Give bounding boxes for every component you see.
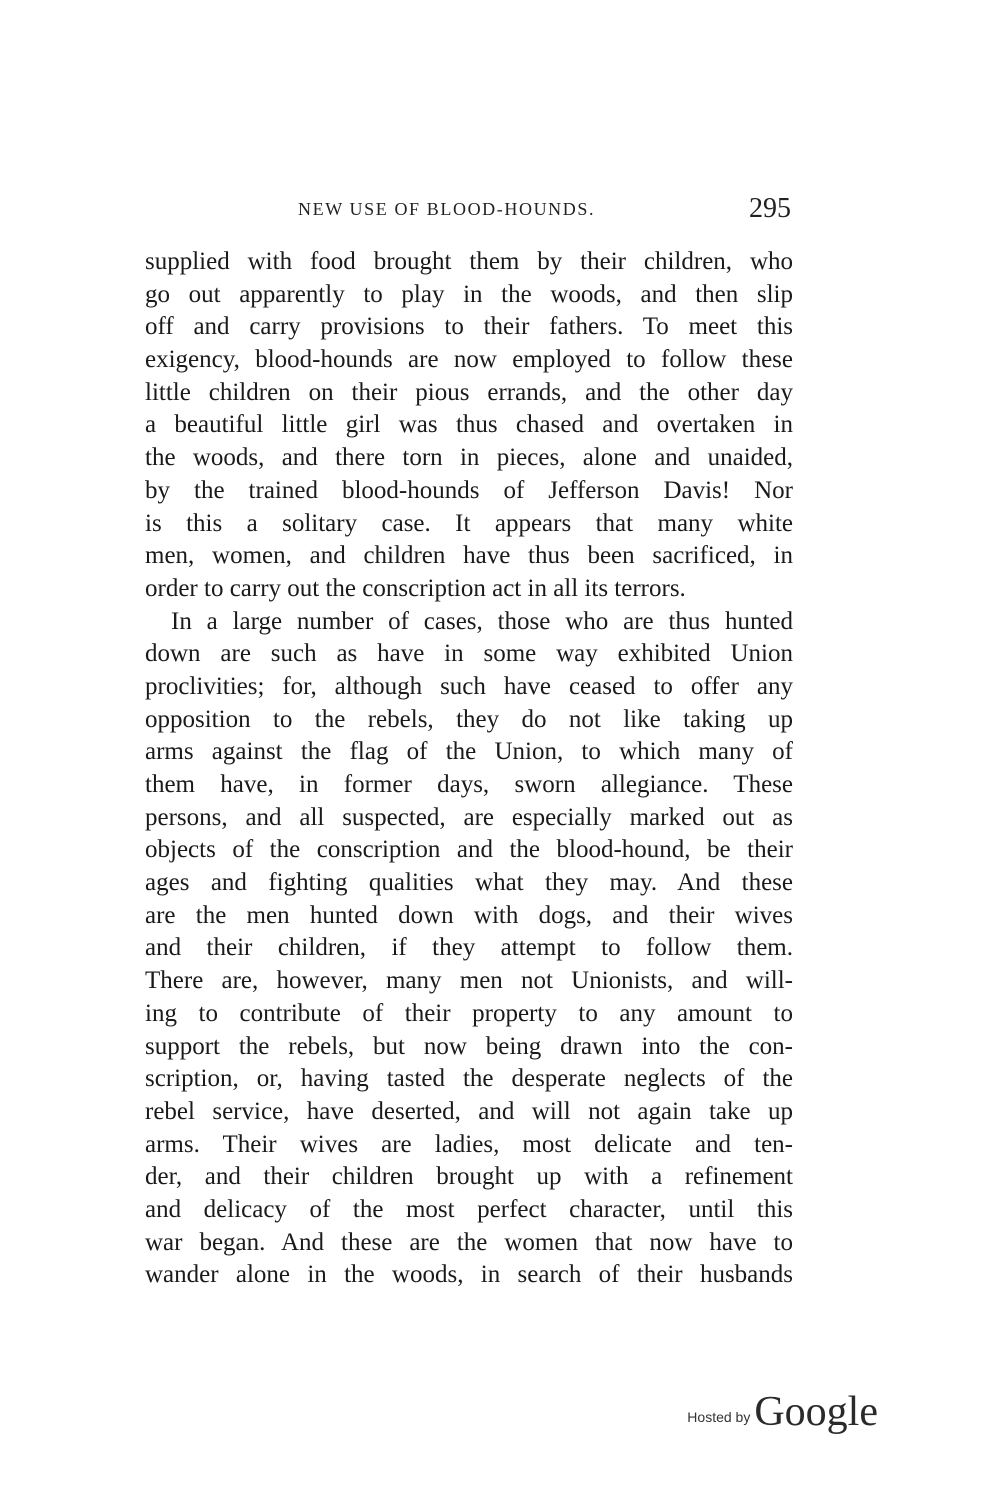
text-line: supplied with food brought them by their children, who: [145, 248, 793, 275]
text-line: them have, in former days, sworn allegiance. These: [145, 771, 793, 798]
hosted-by-label: Hosted by: [687, 1409, 751, 1425]
text-line: and their children, if they attempt to follow them.: [145, 934, 793, 962]
text-line: is this a solitary case. It appears that many white: [145, 509, 793, 537]
text-line: are the men hunted down with dogs, and their wives: [145, 901, 793, 929]
text-line: a beautiful little girl was thus chased and overtaken in: [145, 411, 793, 439]
text-line: ages and fighting qualities what they may. And these: [145, 869, 793, 897]
text-line: proclivities; for, although such have ceased to offer any: [145, 672, 793, 700]
text-line: arms against the flag of the Union, to which many of: [145, 738, 793, 766]
text-line: the woods, and there torn in pieces, alone and unaided,: [145, 444, 793, 472]
text-line: men, women, and children have thus been sacrificed, in: [145, 542, 793, 570]
paragraph-start-line: In a large number of cases, those who are thus hunted: [171, 607, 793, 635]
text-line: arms. Their wives are ladies, most delicate and ten-: [145, 1130, 793, 1158]
text-line: off and carry provisions to their fathers. To meet this: [145, 313, 793, 341]
text-line: war began. And these are the women that now have to: [145, 1228, 793, 1256]
text-line: support the rebels, but now being drawn into the con-: [145, 1032, 793, 1060]
text-line: little children on their pious errands, and the other day: [145, 378, 793, 406]
text-line: rebel service, have deserted, and will not again take up: [145, 1097, 793, 1125]
running-title: NEW USE OF BLOOD-HOUNDS.: [298, 199, 596, 219]
text-line: objects of the conscription and the blood-hound, be their: [145, 836, 793, 864]
running-head: [145, 193, 793, 227]
text-line: opposition to the rebels, they do not like taking up: [145, 705, 793, 733]
text-line: wander alone in the woods, in search of their husbands: [145, 1261, 793, 1289]
text-line: scription, or, having tasted the desperate neglects of the: [145, 1065, 793, 1093]
text-line: by the trained blood-hounds of Jefferson Davis! Nor: [145, 476, 793, 504]
body-text: [145, 246, 793, 1292]
text-line: exigency, blood-hounds are now employed to follow these: [145, 346, 793, 374]
text-line: There are, however, many men not Unionists, and will-: [145, 967, 793, 995]
text-line: order to carry out the conscription act in all its terrors.: [145, 574, 686, 602]
text-line: and delicacy of the most perfect character, until this: [145, 1195, 793, 1223]
text-line: persons, and all suspected, are especially marked out as: [145, 803, 793, 831]
text-line: down are such as have in some way exhibited Union: [145, 640, 793, 668]
google-logo: Google: [754, 1389, 878, 1435]
text-line: ing to contribute of their property to any amount to: [145, 999, 793, 1027]
text-line: der, and their children brought up with a refinement: [145, 1163, 793, 1191]
hosted-by-google-watermark: [687, 1383, 878, 1433]
page-number: 295: [749, 193, 791, 224]
text-line: go out apparently to play in the woods, and then slip: [145, 280, 793, 308]
